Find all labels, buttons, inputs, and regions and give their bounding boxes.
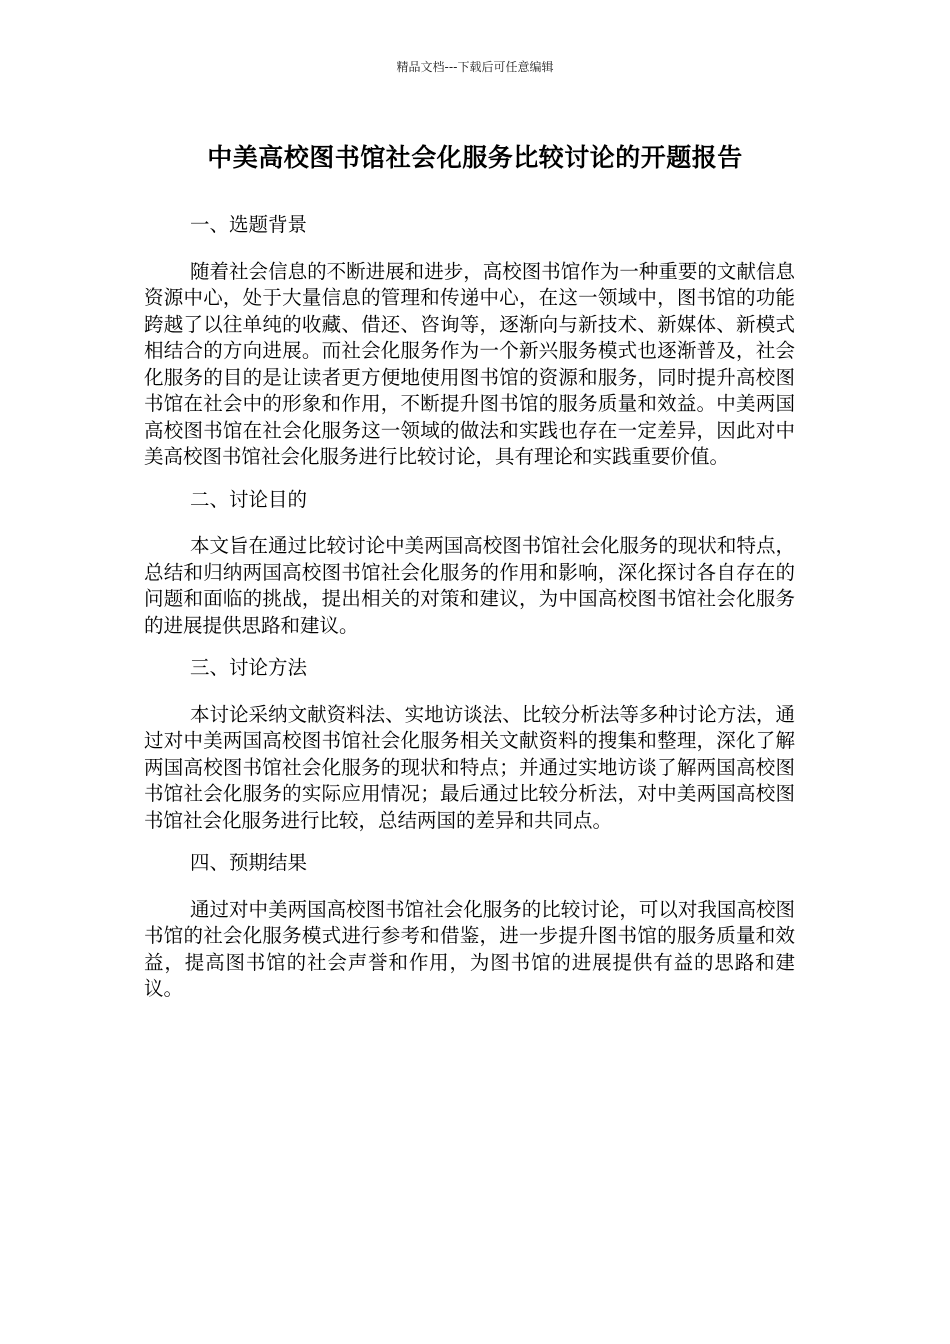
section-paragraph-background: 随着社会信息的不断进展和进步，高校图书馆作为一种重要的文献信息资源中心，处于大量信息的管理和传递中心，在这一领域中，图书馆的功能跨越了以往单纯的收藏、借还、咨询等，逐渐向与新技术、新媒体、新模式相结合的方向进展。而社会化服务作为一个新兴服务模式也逐渐普及，社会化服务的目的是让读者更方便地使用图书馆的资源和服务，同时提升高校图书馆在社会中的形象和作用，不断提升图书馆的服务质量和效益。中美两国高校图书馆在社会化服务这一领域的做法和实践也存在一定差异，因此对中美高校图书馆社会化服务进行比较讨论，具有理论和实践重要价值。 (144, 259, 795, 468)
section-paragraph-purpose: 本文旨在通过比较讨论中美两国高校图书馆社会化服务的现状和特点，总结和归纳两国高校图书馆社会化服务的作用和影响，深化探讨各自存在的问题和面临的挑战，提出相关的对策和建议，为中国高校图书馆社会化服务的进展提供思路和建议。 (144, 534, 795, 637)
section-heading-purpose: 二、讨论目的 (190, 487, 308, 511)
header-note: 精品文档---下载后可任意编辑 (396, 60, 554, 74)
section-paragraph-method: 本讨论采纳文献资料法、实地访谈法、比较分析法等多种讨论方法，通过对中美两国高校图书馆社会化服务相关文献资料的搜集和整理，深化了解两国高校图书馆社会化服务的现状和特点；并通过实地访谈了解两国高校图书馆社会化服务的实际应用情况；最后通过比较分析法，对中美两国高校图书馆社会化服务进行比较，总结两国的差异和共同点。 (144, 702, 795, 832)
document-body (144, 212, 795, 1003)
section-heading-method: 三、讨论方法 (190, 656, 308, 679)
section-heading-background: 一、选题背景 (190, 213, 308, 236)
section-heading-expected-results: 四、预期结果 (190, 851, 308, 874)
document-title: 中美高校图书馆社会化服务比较讨论的开题报告 (207, 143, 743, 172)
section-paragraph-expected-results: 通过对中美两国高校图书馆社会化服务的比较讨论，可以对我国高校图书馆的社会化服务模式进行参考和借鉴，进一步提升图书馆的服务质量和效益，提高图书馆的社会声誉和作用，为图书馆的进展提供有益的思路和建议。 (144, 897, 795, 1000)
